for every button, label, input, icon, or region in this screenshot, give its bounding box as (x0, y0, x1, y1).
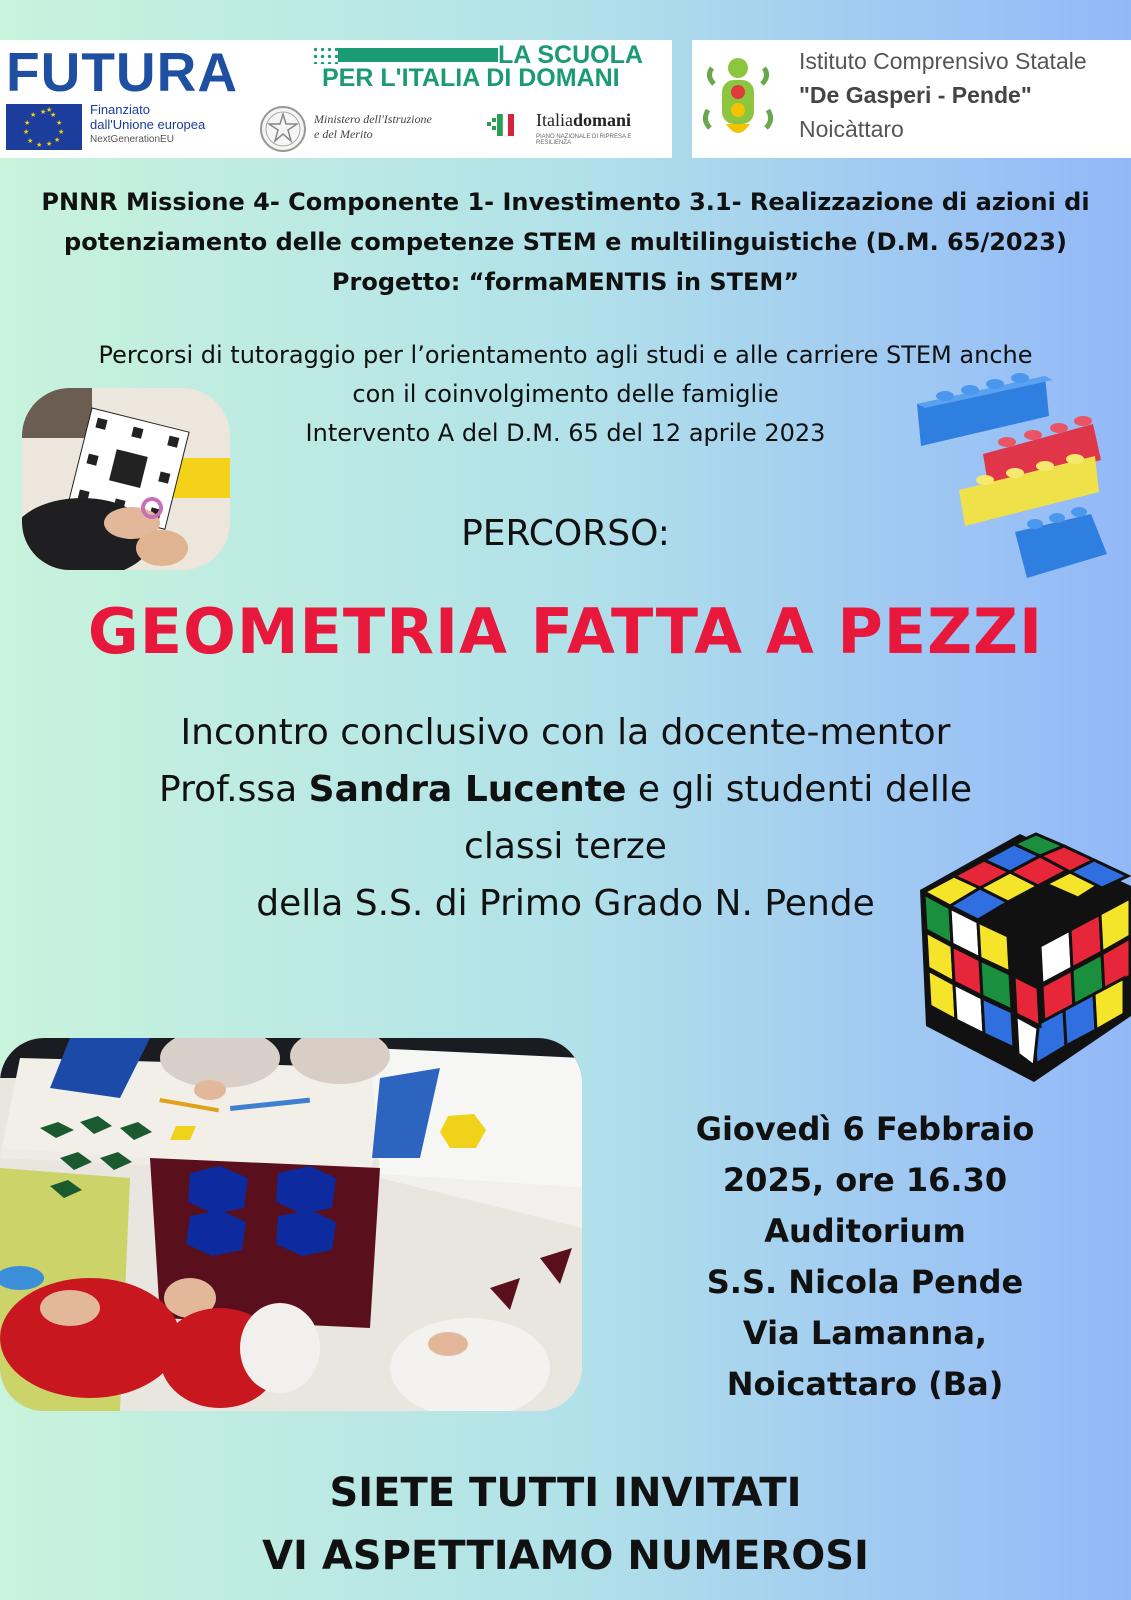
italy-flag-icon (487, 112, 515, 138)
ministero-text (314, 112, 464, 142)
school-banner (692, 40, 1131, 158)
futura-logo: FUTURA (6, 41, 239, 103)
incontro-line3: classi terze (464, 826, 667, 867)
pnrr-subtitle: PIANO NAZIONALE DI RIPRESA E RESILIENZA (536, 134, 632, 146)
photo-students-geometry (0, 1038, 582, 1411)
percorsi-line1: Percorsi di tutoraggio per l’orientamento agli studi e alle carriere STEM anche (98, 341, 1033, 369)
pnnr-line3: Progetto: “formaMENTIS in STEM” (331, 268, 800, 296)
ministero-line2: e del Merito (314, 127, 373, 141)
event-city: Noicattaro (Ba) (726, 1365, 1004, 1403)
italiadomani-bold: domani (572, 110, 632, 130)
incontro-line2-pre: Prof.ssa (159, 769, 309, 810)
scuola-line1: LA SCUOLA (498, 41, 643, 69)
eu-flag-icon: ★ ★ ★ ★ ★ ★ ★ ★ ★ ★ ★ ★ (6, 104, 82, 150)
scuola-line2: PER L'ITALIA DI DOMANI (322, 64, 620, 92)
percorsi-line2: con il coinvolgimento delle famiglie (352, 380, 779, 408)
eu-funding-text (90, 102, 250, 147)
pnnr-line2: potenziamento delle competenze STEM e multilinguistiche (D.M. 65/2023) (64, 228, 1067, 256)
school-name-line2: "De Gasperi - Pende" (799, 82, 1032, 108)
italiadomani-pre: Italia (536, 110, 573, 130)
closing-line1: SIETE TUTTI INVITATI (329, 1470, 802, 1516)
mentor-name: Sandra Lucente (308, 769, 627, 810)
percorso-label: PERCORSO: (461, 513, 670, 554)
italian-emblem-icon (260, 106, 306, 152)
main-title: GEOMETRIA FATTA A PEZZI (87, 595, 1044, 668)
closing-line2: VI ASPETTIAMO NUMEROSI (262, 1533, 869, 1579)
incontro-text (120, 704, 1011, 932)
eu-line2: dall'Unione europea (90, 117, 206, 132)
ministero-line1: Ministero dell'Istruzione (314, 112, 432, 126)
incontro-line2-post: e gli studenti delle (626, 769, 972, 810)
eu-line1: Finanziato (90, 102, 150, 117)
incontro-line2 (120, 761, 1011, 818)
eu-line3: NextGenerationEU (90, 134, 174, 145)
closing-text (0, 1462, 1131, 1588)
event-time: 2025, ore 16.30 (722, 1161, 1008, 1199)
italiadomani-logo (536, 110, 631, 131)
sponsor-banner (0, 40, 672, 158)
event-venue: Auditorium (764, 1212, 966, 1250)
percorsi-line3: Intervento A del D.M. 65 del 12 aprile 2023 (305, 419, 826, 447)
event-school: S.S. Nicola Pende (706, 1263, 1024, 1301)
school-logo-icon (702, 54, 774, 144)
scuola-dots-icon (312, 46, 340, 64)
pnnr-heading (0, 182, 1131, 302)
incontro-line1: Incontro conclusivo con la docente-mentor (180, 712, 951, 753)
pnnr-line1: PNNR Missione 4- Componente 1- Investimento 3.1- Realizzazione di azioni di (41, 188, 1090, 216)
event-date: Giovedì 6 Febbraio (695, 1110, 1035, 1148)
scuola-bar (338, 48, 498, 62)
incontro-line4: della S.S. di Primo Grado N. Pende (256, 883, 875, 924)
event-details (660, 1104, 1070, 1410)
school-name-line1: Istituto Comprensivo Statale (799, 48, 1087, 74)
event-street: Via Lamanna, (742, 1314, 988, 1352)
rubiks-cube-icon (910, 826, 1131, 1106)
school-name-line3: Noicàttaro (799, 116, 904, 142)
